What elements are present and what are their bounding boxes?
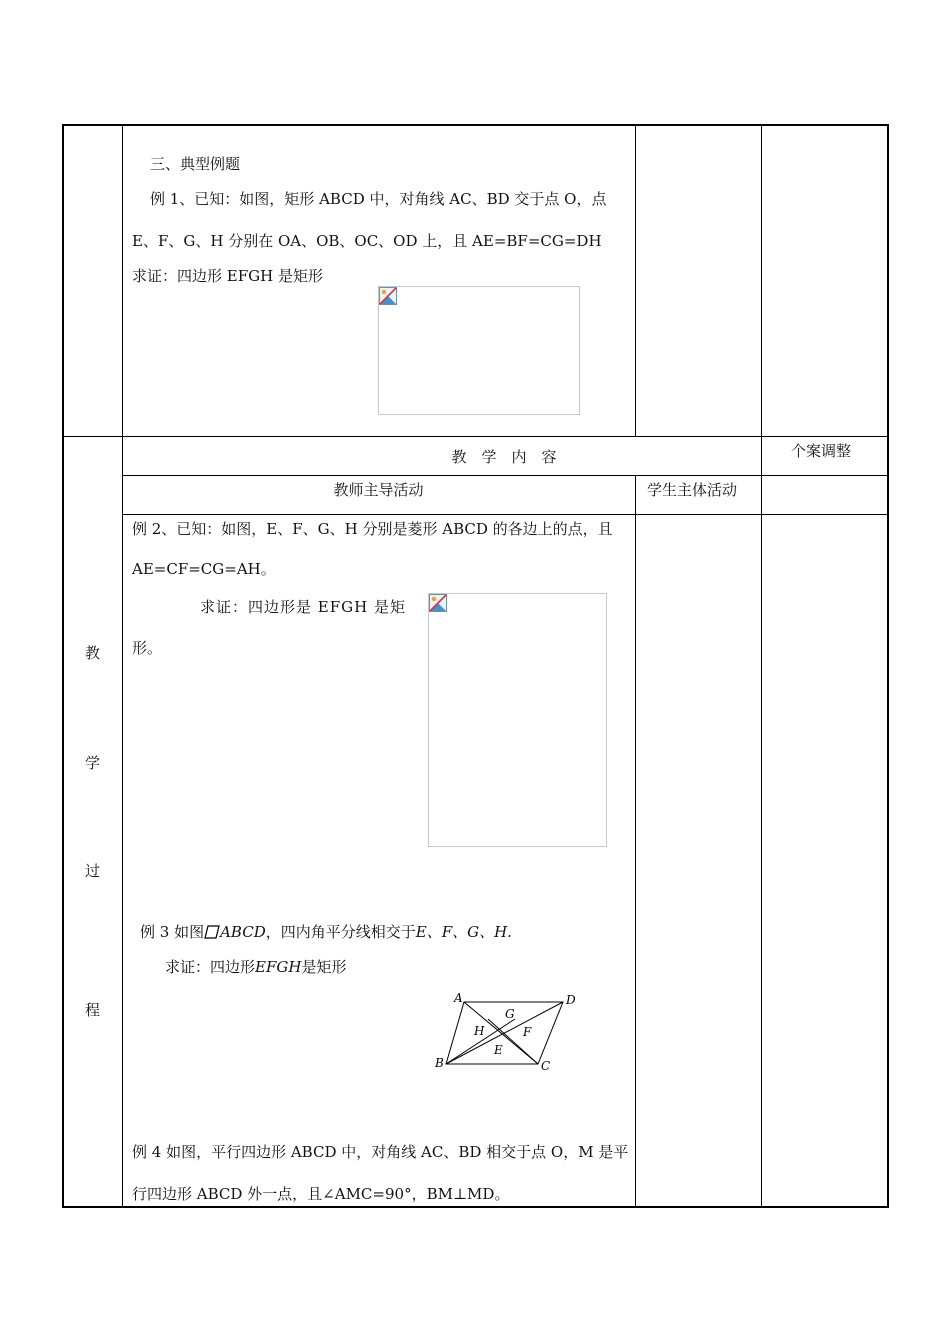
label-c: C	[541, 1059, 551, 1073]
label-g: G	[505, 1007, 515, 1021]
column-divider-1	[122, 124, 123, 1208]
example3-parallelogram-name: ABCD	[220, 923, 266, 941]
case-adjust-header: 个案调整	[791, 442, 852, 460]
example1-line2: E、F、G、H 分别在 OA、OB、OC、OD 上，且 AE=BF=CG=DH	[132, 232, 602, 250]
broken-image-icon	[429, 594, 447, 612]
example4-line2: 行四边形 ABCD 外一点，且∠AMC=90°，BM⊥MD。	[132, 1185, 510, 1203]
parallelogram-symbol-icon	[204, 925, 220, 939]
example1-line3: 求证：四边形 EFGH 是矩形	[132, 267, 323, 285]
example4-line1: 例 4 如图，平行四边形 ABCD 中，对角线 AC、BD 相交于点 O，M 是平	[132, 1143, 629, 1161]
teaching-content-header: 教 学 内 容	[451, 448, 557, 466]
example2-line1: 例 2、已知：如图，E、F、G、H 分别是菱形 ABCD 的各边上的点，且	[132, 520, 613, 538]
example3-proof	[165, 957, 346, 977]
example2-figure-placeholder	[428, 593, 607, 847]
example3-suffix: ，四内角平分线相交于	[265, 923, 416, 941]
label-d: D	[566, 993, 576, 1007]
side-label-char-2: 学	[85, 754, 101, 772]
column-divider-2b	[635, 476, 636, 1208]
student-activity-header: 学生主体活动	[647, 481, 738, 499]
side-label-char-3: 过	[85, 862, 101, 880]
example3-parallelogram-figure	[430, 990, 580, 1075]
row-divider-2	[122, 475, 889, 476]
table-border-right	[887, 124, 889, 1208]
example1-figure-placeholder	[378, 286, 580, 415]
example3-proof-name: EFGH	[255, 958, 302, 976]
broken-image-icon	[379, 287, 397, 305]
table-border-left	[62, 124, 64, 1208]
side-label-char-4: 程	[85, 1001, 101, 1019]
example2-line2: AE=CF=CG=AH。	[132, 560, 276, 578]
example3-line1	[140, 922, 512, 942]
example3-prefix: 例 3 如图	[140, 923, 205, 941]
row-divider-3	[122, 514, 889, 515]
column-divider-3	[761, 124, 762, 1208]
table-border-bottom	[62, 1206, 889, 1208]
example2-line3: 求证：四边形是 EFGH 是矩	[200, 598, 406, 616]
row-divider-1	[62, 436, 889, 437]
example3-proof-suffix: 是矩形	[301, 958, 347, 976]
teacher-activity-header: 教师主导活动	[333, 481, 424, 499]
example2-line4: 形。	[132, 639, 163, 657]
label-h: H	[474, 1024, 485, 1038]
example3-points: E、F、G、H.	[415, 923, 512, 941]
column-divider-2a	[635, 124, 636, 437]
label-a: A	[454, 991, 463, 1005]
table-border-top	[62, 124, 889, 126]
label-b: B	[435, 1056, 444, 1070]
section-heading: 三、典型例题	[150, 155, 241, 173]
side-label-char-1: 教	[85, 644, 101, 662]
example1-line1: 例 1、已知：如图，矩形 ABCD 中，对角线 AC、BD 交于点 O，点	[150, 190, 607, 208]
example3-proof-prefix: 求证：四边形	[165, 958, 256, 976]
label-e: E	[494, 1043, 503, 1057]
label-f: F	[523, 1025, 532, 1039]
